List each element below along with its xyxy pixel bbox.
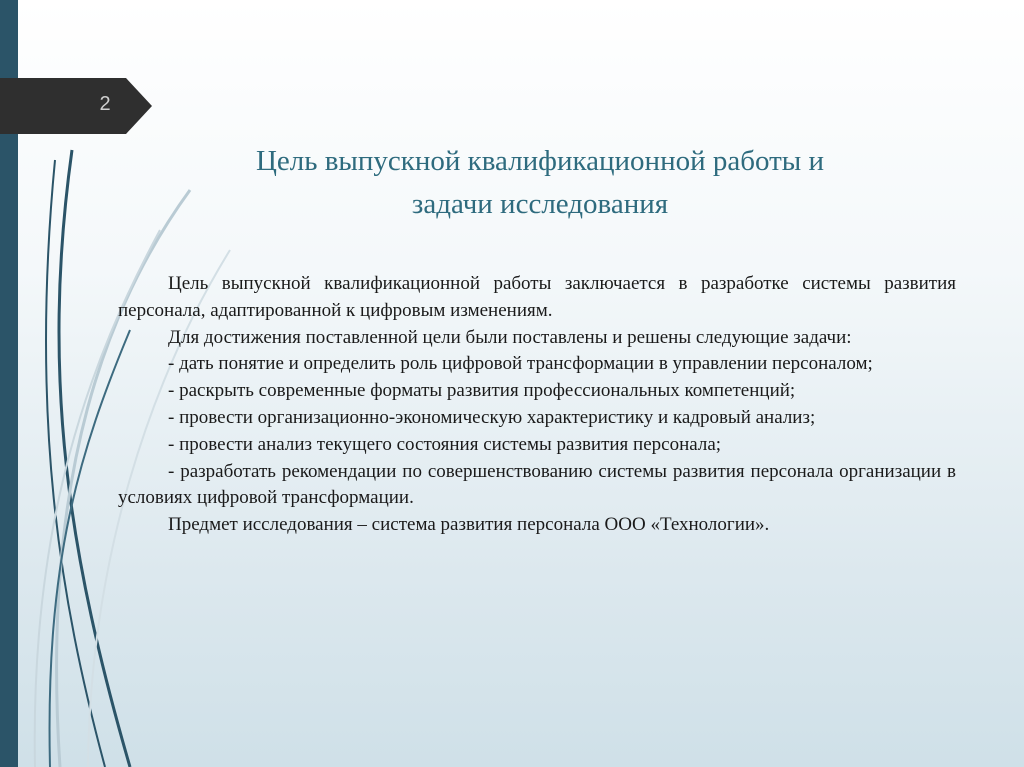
task-item: - провести организационно-экономическую характеристику и кадровый анализ; <box>168 406 816 428</box>
slide-body <box>118 271 956 539</box>
slide-title-line-2: задачи исследования <box>411 188 669 220</box>
goal-paragraph: Цель выпускной квалификационной работы заключается в разработке системы развития персонала, адаптированной к цифровым изменениям. <box>118 273 956 321</box>
slide-title <box>170 140 910 226</box>
task-item: - разработать рекомендации по совершенствованию системы развития персонала организации в условиях цифровой трансформации. <box>118 460 956 509</box>
tasks-intro-paragraph: Для достижения поставленной цели были поставлены и решены следующие задачи: <box>168 326 852 348</box>
task-item: - провести анализ текущего состояния системы развития персонала; <box>168 433 722 455</box>
task-item: - дать понятие и определить роль цифровой трансформации в управлении персоналом; <box>168 353 873 375</box>
slide-title-line-1: Цель выпускной квалификационной работы и <box>255 145 825 177</box>
research-subject-paragraph: Предмет исследования – система развития персонала ООО «Технологии». <box>168 514 770 536</box>
task-item: - раскрыть современные форматы развития профессиональных компетенций; <box>168 380 796 402</box>
slide-number: 2 <box>99 93 111 115</box>
slide-number-tab <box>0 78 152 134</box>
